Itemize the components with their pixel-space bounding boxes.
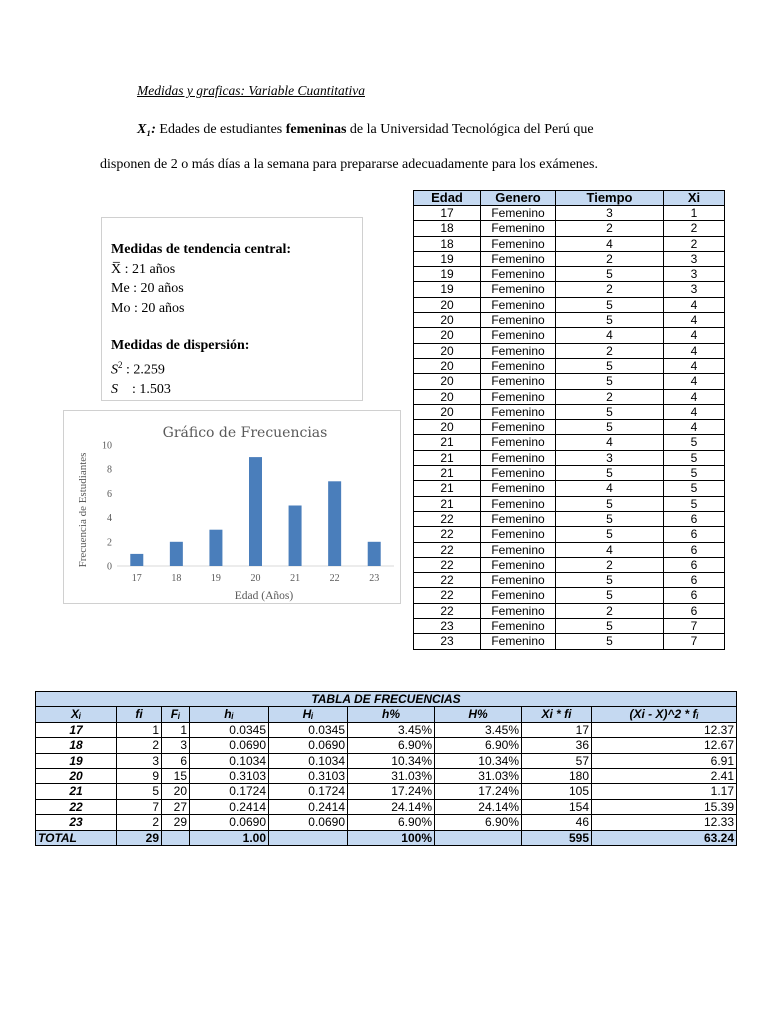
- table-cell: 4: [664, 313, 725, 328]
- table-cell: 0.3103: [269, 769, 348, 784]
- table-cell: 1: [162, 722, 190, 737]
- table-cell: 4: [556, 542, 664, 557]
- table-row: [36, 738, 737, 753]
- table-row: [36, 799, 737, 814]
- table-cell: 10.34%: [435, 753, 522, 768]
- table-cell: 22: [414, 527, 481, 542]
- table-cell: 22: [414, 603, 481, 618]
- table-row: [414, 389, 725, 404]
- bar-22: [328, 481, 341, 566]
- table-cell: 4: [556, 435, 664, 450]
- bar-19: [209, 530, 222, 566]
- table-cell: 5: [556, 496, 664, 511]
- table-cell: 3.45%: [348, 722, 435, 737]
- table-cell: 1: [117, 722, 162, 737]
- col-header-fi: fi: [117, 707, 162, 722]
- table-row: [414, 236, 725, 251]
- table-row: [414, 221, 725, 236]
- table-cell: 6.90%: [348, 815, 435, 830]
- table-cell: 63.24: [592, 830, 737, 845]
- variable-symbol: X₁:: [137, 122, 156, 137]
- table-cell: 24.14%: [435, 799, 522, 814]
- table-cell: 5: [556, 588, 664, 603]
- table-cell: 0.0345: [269, 722, 348, 737]
- table-cell: 3: [664, 282, 725, 297]
- table-cell: 10.34%: [348, 753, 435, 768]
- y-tick-label: 2: [107, 537, 112, 549]
- bar-17: [130, 554, 143, 566]
- table-cell: Femenino: [481, 313, 556, 328]
- table-cell: 20: [414, 313, 481, 328]
- table-row: [414, 358, 725, 373]
- col-header-genero: Genero: [481, 191, 556, 206]
- table-cell: 6: [664, 588, 725, 603]
- col-header-tiempo: Tiempo: [556, 191, 664, 206]
- table-cell: 23: [414, 619, 481, 634]
- table-cell: 5: [664, 435, 725, 450]
- std-dev-value: [111, 380, 362, 400]
- table-cell: 5: [556, 313, 664, 328]
- table-row: [414, 619, 725, 634]
- table-row: [414, 404, 725, 419]
- table-cell: 6.90%: [435, 815, 522, 830]
- bar-21: [289, 506, 302, 567]
- mean-value: X̅ : 21 años: [111, 261, 176, 277]
- table-cell: 20: [414, 374, 481, 389]
- table-cell: [435, 830, 522, 845]
- table-cell: Femenino: [481, 404, 556, 419]
- table-cell: 23: [36, 815, 117, 830]
- table-row: [414, 267, 725, 282]
- table-cell: 6: [664, 527, 725, 542]
- table-cell: 5: [556, 404, 664, 419]
- table-cell: 9: [117, 769, 162, 784]
- table-cell: 6.90%: [348, 738, 435, 753]
- chart-title: Gráfico de Frecuencias: [162, 425, 328, 441]
- table-cell: 31.03%: [348, 769, 435, 784]
- table-cell: 17.24%: [435, 784, 522, 799]
- table-cell: 0.0690: [190, 738, 269, 753]
- table-cell: 5: [117, 784, 162, 799]
- intro-text-a: Edades de estudiantes: [155, 122, 286, 137]
- table-cell: 6: [664, 603, 725, 618]
- table-cell: 105: [522, 784, 592, 799]
- table-cell: Femenino: [481, 619, 556, 634]
- variance-symbol: S: [111, 362, 118, 378]
- table-cell: 3: [556, 206, 664, 221]
- table-cell: 6: [664, 573, 725, 588]
- table-cell: 12.67: [592, 738, 737, 753]
- table-cell: 18: [414, 221, 481, 236]
- mode-value: Mo : 20 años: [111, 300, 185, 316]
- table-cell: 2: [664, 236, 725, 251]
- raw-data-table: [413, 190, 725, 650]
- table-cell: Femenino: [481, 557, 556, 572]
- chart-svg: [64, 411, 400, 603]
- table-cell: 2: [556, 251, 664, 266]
- table-cell: 5: [556, 634, 664, 649]
- table-cell: Femenino: [481, 603, 556, 618]
- table-cell: 5: [664, 450, 725, 465]
- table-cell: 22: [414, 511, 481, 526]
- y-tick-label: 6: [107, 488, 112, 500]
- table-row: [414, 313, 725, 328]
- bar-20: [249, 457, 262, 566]
- table-cell: Femenino: [481, 435, 556, 450]
- y-tick-label: 10: [102, 440, 112, 452]
- table-cell: 4: [664, 404, 725, 419]
- table-row: [36, 753, 737, 768]
- variance-exponent: 2: [118, 359, 123, 370]
- table-cell: 100%: [348, 830, 435, 845]
- bar-18: [170, 542, 183, 566]
- table-cell: 20: [414, 328, 481, 343]
- table-cell: 3.45%: [435, 722, 522, 737]
- table-row: [414, 542, 725, 557]
- table-cell: 21: [36, 784, 117, 799]
- table-row: [414, 420, 725, 435]
- x-tick-label: 23: [369, 573, 380, 584]
- table-cell: 22: [414, 573, 481, 588]
- table-row: [414, 328, 725, 343]
- table-row: [414, 450, 725, 465]
- x-tick-label: 19: [210, 573, 221, 584]
- table-cell: 6: [664, 511, 725, 526]
- table-cell: Femenino: [481, 450, 556, 465]
- col-header-Hi: Hᵢ: [269, 707, 348, 722]
- table-cell: 595: [522, 830, 592, 845]
- table-cell: 15.39: [592, 799, 737, 814]
- table-cell: 21: [414, 496, 481, 511]
- table-cell: 5: [556, 573, 664, 588]
- table-cell: Femenino: [481, 343, 556, 358]
- table-cell: 5: [664, 466, 725, 481]
- chart-y-axis-label: Frecuencia de Estudiantes: [77, 452, 89, 568]
- col-header-squared-dev: (Xi - X)^2 * fᵢ: [592, 707, 737, 722]
- std-dev-number: : 1.503: [118, 381, 171, 397]
- table-cell: 22: [414, 557, 481, 572]
- table-cell: Femenino: [481, 389, 556, 404]
- table-row: [36, 769, 737, 784]
- table-cell: 5: [556, 466, 664, 481]
- table-cell: 19: [414, 282, 481, 297]
- table-cell: 4: [556, 481, 664, 496]
- table-cell: 22: [414, 542, 481, 557]
- table-cell: 4: [664, 374, 725, 389]
- intro-bold-word: femeninas: [285, 122, 347, 137]
- table-cell: 2: [556, 557, 664, 572]
- col-header-xi: Xi: [664, 191, 725, 206]
- table-cell: 21: [414, 435, 481, 450]
- table-cell: 17: [36, 722, 117, 737]
- table-cell: 4: [664, 343, 725, 358]
- table-cell: Femenino: [481, 358, 556, 373]
- table-cell: 17.24%: [348, 784, 435, 799]
- intro-line-1: [137, 122, 594, 138]
- table-cell: 6: [664, 557, 725, 572]
- table-cell: 5: [556, 297, 664, 312]
- table-cell: 4: [556, 328, 664, 343]
- table-cell: 57: [522, 753, 592, 768]
- table-cell: 22: [414, 588, 481, 603]
- table-cell: 7: [664, 619, 725, 634]
- col-header-xi: Xᵢ: [36, 707, 117, 722]
- table-cell: [269, 830, 348, 845]
- col-header-Fi: Fᵢ: [162, 707, 190, 722]
- table-row: [414, 282, 725, 297]
- table-cell: 0.0345: [190, 722, 269, 737]
- table-cell: [162, 830, 190, 845]
- table-row: [414, 511, 725, 526]
- table-cell: 29: [162, 815, 190, 830]
- table-row: [414, 297, 725, 312]
- table-cell: 4: [664, 389, 725, 404]
- table-row: [414, 481, 725, 496]
- table-cell: 5: [556, 267, 664, 282]
- table-row: [414, 588, 725, 603]
- table-row: [414, 435, 725, 450]
- x-tick-label: 22: [329, 573, 340, 584]
- x-tick-label: 17: [131, 573, 142, 584]
- table-cell: 21: [414, 466, 481, 481]
- table-cell: 3: [664, 251, 725, 266]
- table-cell: 2: [556, 221, 664, 236]
- table-cell: 6: [162, 753, 190, 768]
- table-cell: Femenino: [481, 634, 556, 649]
- table-cell: 22: [36, 799, 117, 814]
- table-cell: 0.2414: [269, 799, 348, 814]
- table-cell: 0.0690: [269, 738, 348, 753]
- table-cell: 154: [522, 799, 592, 814]
- table-cell: 0.2414: [190, 799, 269, 814]
- y-tick-label: 4: [107, 513, 112, 525]
- table-cell: 20: [414, 389, 481, 404]
- std-dev-symbol: S: [111, 381, 118, 397]
- table-cell: 5: [664, 481, 725, 496]
- table-cell: 0.1034: [269, 753, 348, 768]
- table-cell: Femenino: [481, 573, 556, 588]
- table-cell: 20: [36, 769, 117, 784]
- table-cell: Femenino: [481, 420, 556, 435]
- table-cell: Femenino: [481, 481, 556, 496]
- table-cell: Femenino: [481, 542, 556, 557]
- table-row: [414, 573, 725, 588]
- table-cell: 1.17: [592, 784, 737, 799]
- table-cell: 6: [664, 542, 725, 557]
- table-cell: 19: [414, 251, 481, 266]
- table-row: [414, 374, 725, 389]
- table-cell: 2: [556, 603, 664, 618]
- dispersion-title: Medidas de dispersión:: [111, 338, 250, 353]
- table-cell: 5: [664, 496, 725, 511]
- table-cell: 0.0690: [269, 815, 348, 830]
- table-cell: Femenino: [481, 221, 556, 236]
- table-cell: 2: [556, 343, 664, 358]
- table-cell: Femenino: [481, 328, 556, 343]
- table-cell: 19: [36, 753, 117, 768]
- table-row: [414, 206, 725, 221]
- table-cell: 1.00: [190, 830, 269, 845]
- y-tick-label: 0: [107, 561, 112, 573]
- col-header-hi: hᵢ: [190, 707, 269, 722]
- variance-value: [111, 356, 362, 380]
- table-cell: 5: [556, 420, 664, 435]
- table-row: [36, 784, 737, 799]
- x-tick-label: 20: [250, 573, 261, 584]
- table-cell: 6.90%: [435, 738, 522, 753]
- freq-table-title: TABLA DE FRECUENCIAS: [36, 692, 737, 707]
- table-cell: 2: [556, 282, 664, 297]
- y-tick-label: 8: [107, 464, 112, 476]
- table-cell: 3: [664, 267, 725, 282]
- table-cell: 5: [556, 619, 664, 634]
- table-row: [414, 251, 725, 266]
- col-header-xi-fi: Xi * fi: [522, 707, 592, 722]
- table-row: [414, 557, 725, 572]
- table-cell: 12.37: [592, 722, 737, 737]
- table-cell: 5: [556, 374, 664, 389]
- table-row: [36, 722, 737, 737]
- table-cell: 2: [117, 815, 162, 830]
- table-cell: Femenino: [481, 251, 556, 266]
- table-cell: 17: [522, 722, 592, 737]
- table-cell: 15: [162, 769, 190, 784]
- table-cell: Femenino: [481, 511, 556, 526]
- table-cell: 24.14%: [348, 799, 435, 814]
- table-cell: 23: [414, 634, 481, 649]
- table-cell: 20: [414, 358, 481, 373]
- measures-box: [101, 217, 363, 401]
- table-cell: 3: [117, 753, 162, 768]
- table-cell: 36: [522, 738, 592, 753]
- median-value: Me : 20 años: [111, 281, 184, 296]
- table-cell: 1: [664, 206, 725, 221]
- table-cell: 17: [414, 206, 481, 221]
- table-cell: 5: [556, 527, 664, 542]
- table-cell: 4: [664, 420, 725, 435]
- table-cell: Femenino: [481, 466, 556, 481]
- x-tick-label: 18: [171, 573, 182, 584]
- table-row: [414, 343, 725, 358]
- table-cell: 180: [522, 769, 592, 784]
- chart-x-axis-label: Edad (Años): [234, 590, 294, 602]
- table-cell: 20: [414, 404, 481, 419]
- frequency-chart: [63, 410, 401, 604]
- table-cell: 18: [414, 236, 481, 251]
- total-row: [36, 830, 737, 845]
- table-cell: TOTAL: [36, 830, 117, 845]
- table-cell: 0.1724: [269, 784, 348, 799]
- freq-table-header-row: [36, 707, 737, 722]
- table-cell: 5: [556, 511, 664, 526]
- table-cell: 4: [664, 297, 725, 312]
- table-cell: 0.3103: [190, 769, 269, 784]
- intro-text-b: de la Universidad Tecnológica del Perú que: [346, 122, 594, 137]
- table-row: [414, 634, 725, 649]
- raw-table-header-row: [414, 191, 725, 206]
- table-cell: 5: [556, 358, 664, 373]
- table-row: [36, 815, 737, 830]
- table-row: [414, 496, 725, 511]
- table-cell: 20: [414, 297, 481, 312]
- table-cell: 21: [414, 450, 481, 465]
- table-cell: Femenino: [481, 297, 556, 312]
- table-cell: 20: [414, 343, 481, 358]
- table-cell: 7: [117, 799, 162, 814]
- table-cell: 19: [414, 267, 481, 282]
- bar-23: [368, 542, 381, 566]
- table-cell: 20: [162, 784, 190, 799]
- table-row: [414, 466, 725, 481]
- table-cell: 2: [556, 389, 664, 404]
- table-cell: 0.1724: [190, 784, 269, 799]
- table-cell: 3: [162, 738, 190, 753]
- table-cell: Femenino: [481, 374, 556, 389]
- table-cell: 29: [117, 830, 162, 845]
- table-cell: Femenino: [481, 206, 556, 221]
- table-cell: 18: [36, 738, 117, 753]
- table-cell: 21: [414, 481, 481, 496]
- table-cell: 12.33: [592, 815, 737, 830]
- table-cell: Femenino: [481, 496, 556, 511]
- table-cell: Femenino: [481, 282, 556, 297]
- table-cell: 27: [162, 799, 190, 814]
- table-cell: 2: [664, 221, 725, 236]
- table-cell: 4: [664, 358, 725, 373]
- table-cell: 2.41: [592, 769, 737, 784]
- table-cell: 46: [522, 815, 592, 830]
- x-tick-label: 21: [290, 573, 301, 584]
- table-cell: Femenino: [481, 588, 556, 603]
- col-header-edad: Edad: [414, 191, 481, 206]
- table-row: [414, 527, 725, 542]
- table-cell: 20: [414, 420, 481, 435]
- table-cell: 7: [664, 634, 725, 649]
- variance-number: : 2.259: [122, 362, 165, 378]
- table-cell: Femenino: [481, 236, 556, 251]
- table-cell: 2: [117, 738, 162, 753]
- col-header-H-percent: H%: [435, 707, 522, 722]
- table-cell: Femenino: [481, 527, 556, 542]
- page-heading: Medidas y graficas: Variable Cuantitativa: [137, 83, 365, 98]
- table-cell: 31.03%: [435, 769, 522, 784]
- central-tendency-title: Medidas de tendencia central:: [111, 242, 292, 257]
- col-header-h-percent: h%: [348, 707, 435, 722]
- table-cell: 4: [664, 328, 725, 343]
- frequency-table: [35, 691, 737, 846]
- table-cell: 0.1034: [190, 753, 269, 768]
- table-cell: 3: [556, 450, 664, 465]
- table-row: [414, 603, 725, 618]
- table-cell: Femenino: [481, 267, 556, 282]
- table-cell: 0.0690: [190, 815, 269, 830]
- table-cell: 6.91: [592, 753, 737, 768]
- table-cell: 4: [556, 236, 664, 251]
- freq-table-title-row: [36, 692, 737, 707]
- intro-line-2: disponen de 2 o más días a la semana para prepararse adecuadamente para los exámenes.: [100, 157, 598, 172]
